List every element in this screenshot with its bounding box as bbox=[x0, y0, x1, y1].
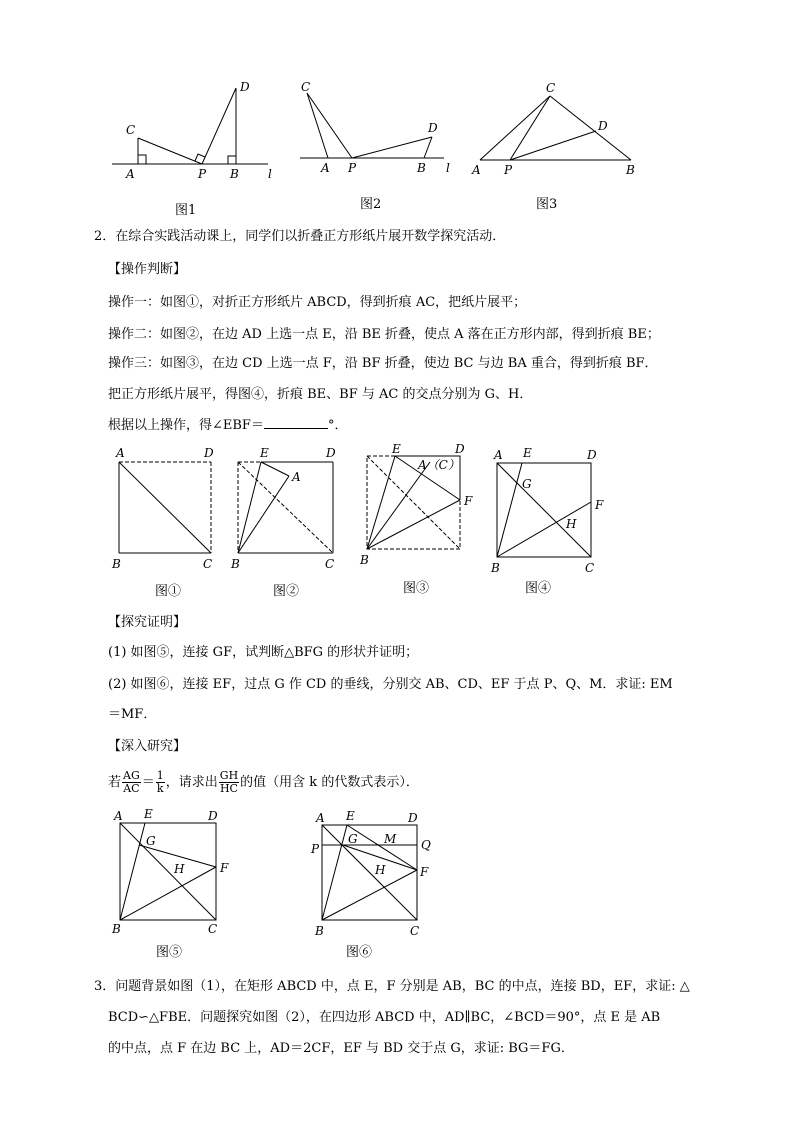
f4-label-g: G bbox=[522, 477, 532, 491]
fig1-label-b: B bbox=[230, 167, 239, 181]
f6-label-d: D bbox=[408, 811, 418, 825]
fig3-label-d: D bbox=[598, 119, 608, 133]
p2-section-deep: 【深入研究】 bbox=[108, 739, 187, 754]
f4-label-h: H bbox=[566, 517, 577, 531]
fig2-label-c: C bbox=[301, 80, 311, 94]
f6-label-h: H bbox=[375, 863, 386, 877]
f2-label-c: C bbox=[325, 557, 335, 571]
p2-section-proof: 【探究证明】 bbox=[108, 615, 187, 630]
f5-label-a: A bbox=[114, 809, 123, 823]
f3-label-e: E bbox=[392, 442, 401, 456]
f3-label-d: D bbox=[455, 442, 465, 456]
f1-label-c: C bbox=[203, 557, 213, 571]
f1-label-a: A bbox=[116, 446, 125, 460]
fig1-caption: 图1 bbox=[175, 203, 197, 218]
p2-question-2a: (2) 如图⑥，连接 EF，过点 G 作 CD 的垂线，分别交 AB、CD、EF 于点 P、Q、M．求证: EM bbox=[108, 677, 673, 692]
f2-label-a: A bbox=[292, 470, 301, 484]
f6-label-b: B bbox=[315, 924, 324, 938]
f6-caption: 图⑥ bbox=[346, 945, 373, 960]
f1-label-b: B bbox=[112, 557, 121, 571]
fig1-label-d: D bbox=[240, 80, 250, 94]
f4-label-c: C bbox=[585, 561, 595, 575]
f3-label-ac: A（C） bbox=[418, 458, 460, 472]
fraction-1-k: $\frac{1}{k}$ bbox=[156, 769, 164, 795]
f5-label-b: B bbox=[112, 922, 121, 936]
p2-op3: 操作三：如图③，在边 CD 上选一点 F，沿 BF 折叠，使边 BC 与边 BA 重合，得到折痕 BF． bbox=[108, 356, 658, 371]
f6-label-q: Q bbox=[421, 838, 431, 852]
f4-label-a: A bbox=[494, 448, 503, 462]
f4-label-f: F bbox=[595, 498, 604, 512]
f5-label-e: E bbox=[144, 807, 153, 821]
fig1-label-c: C bbox=[126, 123, 136, 137]
p2-question-2b: ＝MF． bbox=[108, 707, 157, 722]
fig3-label-b: B bbox=[626, 163, 635, 177]
f3-label-f: F bbox=[464, 494, 473, 508]
p2-section-operation: 【操作判断】 bbox=[108, 262, 187, 277]
f4-label-d: D bbox=[587, 448, 597, 462]
p2-op2: 操作二：如图②，在边 AD 上选一点 E，沿 BE 折叠，使点 A 落在正方形内部，得到折痕 BE； bbox=[108, 327, 660, 342]
f4-label-b: B bbox=[491, 561, 500, 575]
fig1-label-p: P bbox=[198, 167, 207, 181]
p2-deep-question: 若 $\frac{AG}{AC}$ ＝ $\frac{1}{k}$ ，请求出 $\frac{GH}{HC}$ 的值（用含 k 的代数式表示）． bbox=[108, 769, 419, 795]
fig1-label-l: l bbox=[268, 167, 272, 181]
f5-label-g: G bbox=[146, 834, 156, 848]
p3-line-3: 的中点，点 F 在边 BC 上，AD＝2CF，EF 与 BD 交于点 G，求证: BG＝FG． bbox=[108, 1041, 574, 1056]
fraction-ag-ac: $\frac{AG}{AC}$ bbox=[123, 769, 140, 795]
fraction-gh-hc: $\frac{GH}{HC}$ bbox=[219, 769, 239, 795]
f6-label-e: E bbox=[346, 809, 355, 823]
fig2-label-p: P bbox=[348, 161, 357, 175]
p2-question-1: (1) 如图⑤，连接 GF，试判断△BFG 的形状并证明； bbox=[108, 645, 419, 660]
fig2-caption: 图2 bbox=[360, 197, 382, 212]
f4-label-e: E bbox=[523, 446, 532, 460]
f6-label-m: M bbox=[384, 832, 397, 846]
f2-label-d: D bbox=[326, 446, 336, 460]
fig3-label-p: P bbox=[504, 163, 513, 177]
p3-line-1: 3．问题背景如图（1），在矩形 ABCD 中，点 E，F 分别是 AB，BC 的中点，连接 BD，EF，求证: △ bbox=[94, 979, 690, 994]
fig2-label-b: B bbox=[417, 161, 426, 175]
fig3-label-c: C bbox=[546, 81, 556, 95]
f6-label-f: F bbox=[420, 865, 429, 879]
fig3-label-a: A bbox=[472, 163, 481, 177]
f4-caption: 图④ bbox=[525, 581, 552, 596]
f1-caption: 图① bbox=[155, 584, 182, 599]
p2-op5: 根据以上操作，得∠EBF＝ °． bbox=[108, 418, 348, 433]
f2-label-e: E bbox=[260, 446, 269, 460]
p3-line-2: BCD∽△FBE．问题探究如图（2），在四边形 ABCD 中，AD∥BC，∠BCD＝90°，点 E 是 AB bbox=[108, 1010, 661, 1025]
f1-label-d: D bbox=[204, 446, 214, 460]
fig2-label-a: A bbox=[321, 161, 330, 175]
f5-label-h: H bbox=[174, 862, 185, 876]
f5-label-f: F bbox=[220, 861, 229, 875]
fig2-label-d: D bbox=[428, 121, 438, 135]
f2-caption: 图② bbox=[273, 584, 300, 599]
f6-label-g: G bbox=[348, 832, 358, 846]
f6-label-p: P bbox=[311, 842, 320, 856]
f2-label-b: B bbox=[231, 557, 240, 571]
p2-op4: 把正方形纸片展平，得图④，折痕 BE、BF 与 AC 的交点分别为 G、H． bbox=[108, 387, 533, 402]
p2-op1: 操作一：如图①，对折正方形纸片 ABCD，得到折痕 AC，把纸片展平； bbox=[108, 295, 527, 310]
f5-label-c: C bbox=[208, 922, 218, 936]
f3-label-b: B bbox=[360, 553, 369, 567]
f6-label-c: C bbox=[410, 924, 420, 938]
f3-caption: 图③ bbox=[403, 581, 430, 596]
f5-label-d: D bbox=[208, 809, 218, 823]
fig1-label-a: A bbox=[126, 167, 135, 181]
f6-label-a: A bbox=[316, 811, 325, 825]
f5-caption: 图⑤ bbox=[156, 945, 183, 960]
fig3-caption: 图3 bbox=[536, 197, 558, 212]
p2-intro: 2．在综合实践活动课上，同学们以折叠正方形纸片展开数学探究活动． bbox=[94, 229, 506, 244]
fig2-label-l: l bbox=[446, 161, 450, 175]
